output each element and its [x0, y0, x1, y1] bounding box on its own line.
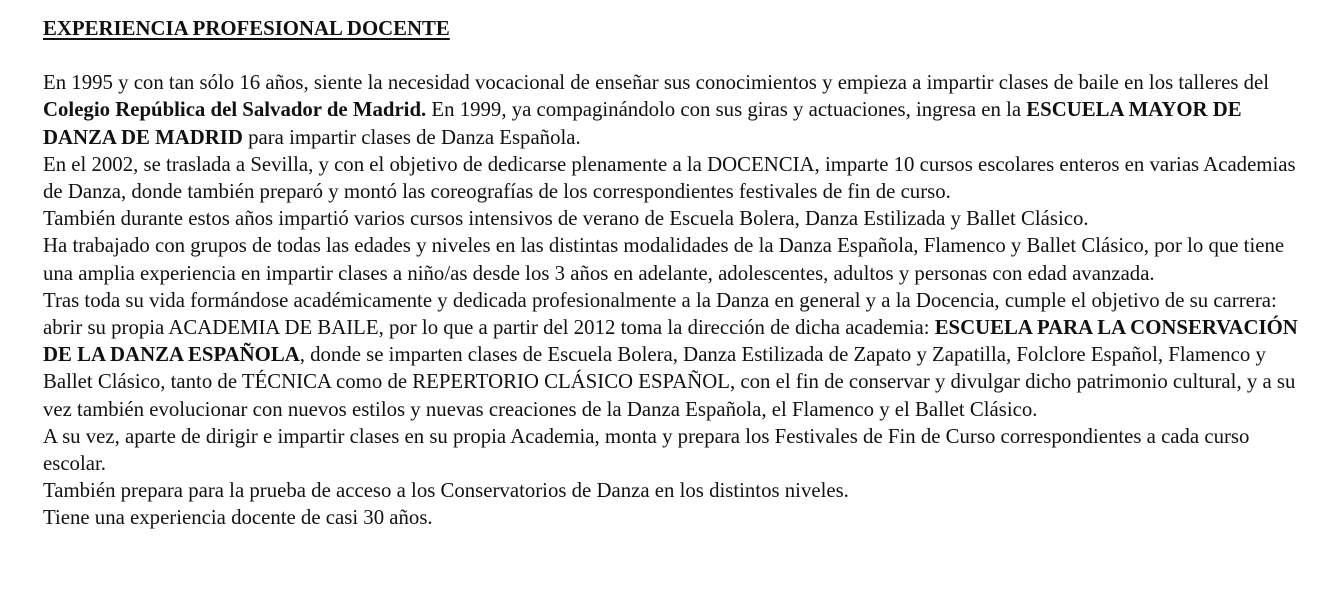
paragraph-1-text-a: En 1995 y con tan sólo 16 años, siente la necesidad vocacional de enseñar sus conocimientos y empieza a impartir clases de baile en los talleres del: [43, 71, 1270, 95]
document: [43, 15, 1303, 532]
paragraph-8: Tiene una experiencia docente de casi 30 años.: [43, 506, 433, 530]
paragraph-2: En el 2002, se traslada a Sevilla, y con el objetivo de dedicarse plenamente a la DOCENCIA, imparte 10 cursos escolares enteros en varias Academias de Danza, donde también preparó y montó las coreografías de los correspondientes festivales de fin de curso.: [43, 152, 1296, 204]
section-title: EXPERIENCIA PROFESIONAL DOCENTE: [43, 17, 450, 40]
paragraph-1-text-b: En 1999, ya compaginándolo con sus giras y actuaciones, ingresa en la: [426, 98, 1027, 122]
paragraph-5-text-b: , donde se imparten clases de Escuela Bolera, Danza Estilizada de Zapato y Zapatilla, Folclore Español, Flamenco y Ballet Clásico, tanto de TÉCNICA como de REPERTORIO CLÁSICO ESPAÑOL, con el fin de conservar y divulgar dicho patrimonio cultural, y a su vez también evolucionar con nuevos estilos y nuevas creaciones de la Danza Española, el Flamenco y el Ballet Clásico.: [43, 343, 1296, 421]
paragraph-1-text-c: para impartir clases de Danza Española.: [242, 125, 581, 149]
escuela-mayor-name: ESCUELA MAYOR DE DANZA DE MADRID: [43, 98, 1242, 149]
paragraph-5: [43, 287, 1303, 423]
academy-name: ESCUELA PARA LA CONSERVACIÓN DE LA DANZA ESPAÑOLA: [43, 316, 1298, 367]
paragraph-7: También prepara para la prueba de acceso a los Conservatorios de Danza en los distintos niveles.: [43, 479, 849, 503]
paragraph-1: [43, 69, 1303, 151]
document-body: [43, 69, 1303, 531]
paragraph-6: A su vez, aparte de dirigir e impartir clases en su propia Academia, monta y prepara los Festivales de Fin de Curso correspondientes a cada curso escolar.: [43, 424, 1250, 476]
paragraph-3: También durante estos años impartió varios cursos intensivos de verano de Escuela Bolera, Danza Estilizada y Ballet Clásico.: [43, 207, 1089, 231]
paragraph-4: Ha trabajado con grupos de todas las edades y niveles en las distintas modalidades de la Danza Española, Flamenco y Ballet Clásico, por lo que tiene una amplia experiencia en impartir clases a niño/as desde los 3 años en adelante, adolescentes, adultos y personas con edad avanzada.: [43, 234, 1285, 285]
paragraph-5-text-a: Tras toda su vida formándose académicamente y dedicada profesionalmente a la Danza en general y a la Docencia, cumple el objetivo de su carrera: abrir su propia ACADEMIA DE BAILE, por lo que a partir del 2012 toma la dirección de dicha academia:: [43, 288, 1277, 340]
colegio-name: Colegio República del Salvador de Madrid.: [43, 98, 427, 122]
